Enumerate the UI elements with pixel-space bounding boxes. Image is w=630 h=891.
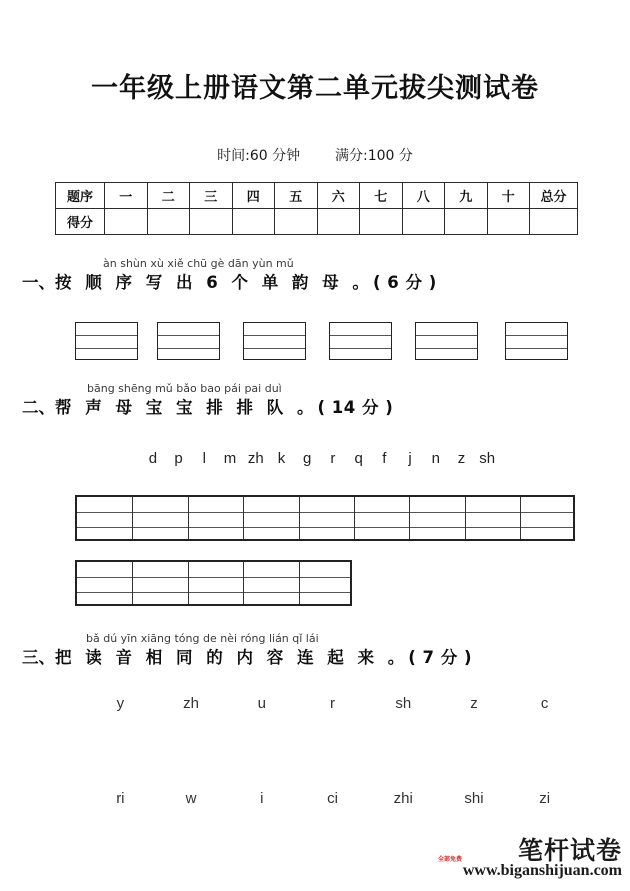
score-table-col-2: 二	[147, 183, 190, 209]
score-table-col-7: 七	[360, 183, 403, 209]
pinyin-write-box-2[interactable]	[157, 322, 220, 360]
section-one-pinyin: àn shùn xù xiě chū gè dān yùn mǔ	[103, 257, 294, 270]
section-three-number: 三、	[22, 648, 55, 667]
pinyin-write-box-6[interactable]	[505, 322, 568, 360]
page-title: 一年级上册语文第二单元拔尖测试卷	[91, 73, 539, 104]
letter-n: n	[431, 450, 440, 467]
match-row-top	[85, 695, 580, 712]
match-item-z[interactable]: z	[470, 695, 478, 712]
score-cell-3[interactable]	[190, 209, 233, 235]
section-one-points: ( 6 分 )	[372, 273, 437, 292]
letter-g: g	[303, 450, 312, 467]
letter-f: f	[382, 450, 387, 467]
match-item-ri[interactable]: ri	[116, 790, 125, 807]
pinyin-write-box-3[interactable]	[243, 322, 306, 360]
match-row-bottom	[85, 790, 580, 807]
section-two-heading	[0, 396, 630, 420]
score-cell-2[interactable]	[147, 209, 190, 235]
section-two-pinyin: bāng shēng mǔ bǎo bao pái pai duì	[87, 382, 282, 395]
score-table-row-label-score: 得分	[56, 209, 105, 235]
grid-divider-1	[132, 497, 133, 539]
baseline-rule-lower	[76, 348, 137, 349]
answer-grid-row-1[interactable]	[75, 495, 575, 541]
pinyin-write-box-1[interactable]	[75, 322, 138, 360]
match-item-ci[interactable]: ci	[327, 790, 338, 807]
grid-divider-8	[520, 497, 521, 539]
score-table	[55, 182, 578, 235]
baseline-rule-lower	[244, 348, 305, 349]
match-item-y[interactable]: y	[116, 695, 125, 712]
section-three-heading	[0, 646, 630, 670]
grid-rule-lower	[77, 592, 350, 593]
match-item-u[interactable]: u	[257, 695, 266, 712]
answer-grid-row-2[interactable]	[75, 560, 352, 606]
exam-meta	[0, 145, 630, 165]
match-item-w[interactable]: w	[185, 790, 197, 807]
grid-divider-4	[299, 497, 300, 539]
grid-rule-upper	[77, 577, 350, 578]
score-cell-5[interactable]	[275, 209, 318, 235]
score-cell-7[interactable]	[360, 209, 403, 235]
letter-p: p	[174, 450, 183, 467]
grid-divider-4	[299, 562, 300, 604]
baseline-rule-upper	[330, 335, 391, 336]
score-table-col-8: 八	[402, 183, 445, 209]
letter-j: j	[408, 450, 412, 467]
score-cell-total[interactable]	[530, 209, 578, 235]
letter-k: k	[277, 450, 286, 467]
score-cell-8[interactable]	[402, 209, 445, 235]
baseline-rule-lower	[330, 348, 391, 349]
section-one	[0, 256, 630, 295]
watermark-free-badge: 全部免费	[438, 856, 463, 863]
score-cell-10[interactable]	[487, 209, 530, 235]
baseline-rule-upper	[416, 335, 477, 336]
score-table-col-total: 总分	[530, 183, 578, 209]
letter-r: r	[330, 450, 336, 467]
letter-sh: sh	[479, 450, 496, 467]
letter-m: m	[223, 450, 237, 467]
score-table-col-6: 六	[317, 183, 360, 209]
grid-divider-2	[188, 497, 189, 539]
match-item-shi[interactable]: shi	[464, 790, 484, 807]
baseline-rule-upper	[244, 335, 305, 336]
baseline-rule-upper	[506, 335, 567, 336]
match-item-zh[interactable]: zh	[183, 695, 199, 712]
baseline-rule-lower	[416, 348, 477, 349]
score-cell-1[interactable]	[105, 209, 148, 235]
watermark-url: www.biganshijuan.com	[462, 862, 622, 879]
grid-rule-upper	[77, 512, 573, 513]
letter-q: q	[354, 450, 363, 467]
section-three-pinyin: bǎ dú yīn xiāng tóng de nèi róng lián qǐ lái	[86, 632, 319, 645]
grid-rule-lower	[77, 527, 573, 528]
letter-bank-section-two	[140, 450, 500, 467]
section-one-heading	[0, 271, 630, 295]
baseline-rule-lower	[158, 348, 219, 349]
section-three-title: 把 读 音 相 同 的 内 容 连 起 来 。	[55, 648, 409, 667]
section-two-number: 二、	[22, 398, 55, 417]
section-two	[0, 381, 630, 420]
grid-divider-3	[243, 497, 244, 539]
section-three	[0, 631, 630, 670]
baseline-rule-lower	[506, 348, 567, 349]
match-item-i[interactable]: i	[260, 790, 264, 807]
section-two-points: ( 14 分 )	[317, 398, 394, 417]
score-table-col-4: 四	[232, 183, 275, 209]
score-table-col-10: 十	[487, 183, 530, 209]
section-three-points: ( 7 分 )	[408, 648, 472, 667]
grid-divider-7	[465, 497, 466, 539]
score-table-col-9: 九	[445, 183, 488, 209]
letter-zh: zh	[247, 450, 264, 467]
total-score-label: 满分:100 分	[335, 148, 413, 164]
match-item-zhi[interactable]: zhi	[393, 790, 413, 807]
pinyin-write-box-4[interactable]	[329, 322, 392, 360]
section-two-title: 帮 声 母 宝 宝 排 排 队 。	[55, 398, 318, 417]
section-one-title: 按 顺 序 写 出 6 个 单 韵 母 。	[55, 273, 373, 292]
table-row-question-numbers	[56, 183, 578, 209]
table-row-scores	[56, 209, 578, 235]
letter-z: z	[457, 450, 466, 467]
match-item-r[interactable]: r	[330, 695, 336, 712]
score-table-col-1: 一	[105, 183, 148, 209]
letter-l: l	[202, 450, 206, 467]
section-one-number: 一、	[22, 273, 55, 292]
grid-divider-3	[243, 562, 244, 604]
score-cell-9[interactable]	[445, 209, 488, 235]
match-item-sh[interactable]: sh	[395, 695, 412, 712]
grid-divider-2	[188, 562, 189, 604]
letter-d: d	[148, 450, 158, 467]
watermark-brand: 笔杆试卷	[517, 836, 622, 865]
baseline-rule-upper	[76, 335, 137, 336]
score-table-col-5: 五	[275, 183, 318, 209]
grid-divider-6	[409, 497, 410, 539]
score-cell-6[interactable]	[317, 209, 360, 235]
score-table-col-3: 三	[190, 183, 233, 209]
match-item-c[interactable]: c	[540, 695, 549, 712]
score-cell-4[interactable]	[232, 209, 275, 235]
watermark-logo	[436, 831, 624, 889]
pinyin-write-box-5[interactable]	[415, 322, 478, 360]
baseline-rule-upper	[158, 335, 219, 336]
time-limit-label: 时间:60 分钟	[217, 148, 301, 164]
score-table-row-label-question: 题序	[56, 183, 105, 209]
grid-divider-1	[132, 562, 133, 604]
match-item-zi[interactable]: zi	[539, 790, 551, 807]
grid-divider-5	[354, 497, 355, 539]
